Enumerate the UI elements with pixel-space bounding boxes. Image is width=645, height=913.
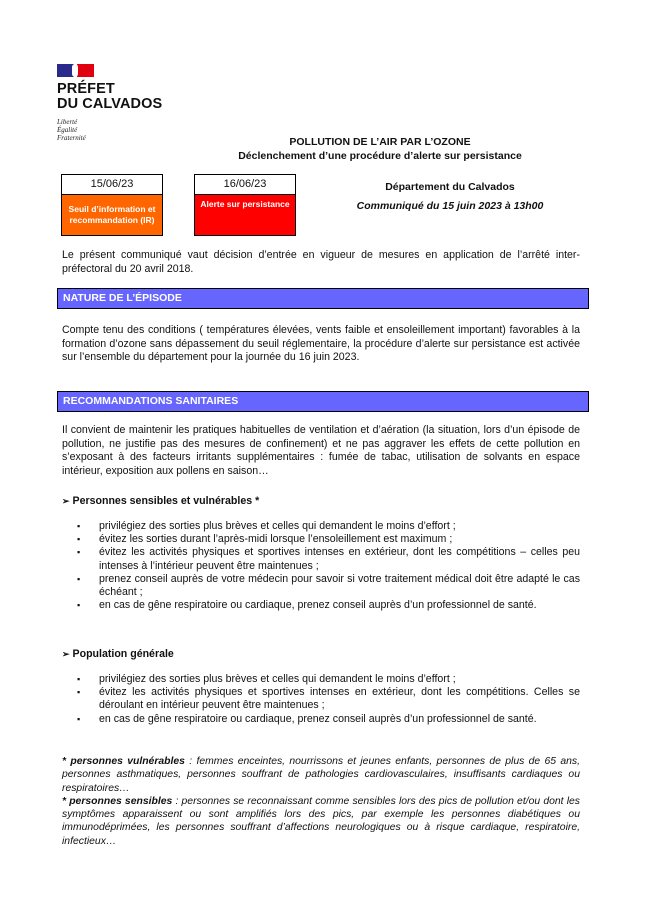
status-level: Alerte sur persistance	[195, 195, 295, 235]
subheading-general-population: ➢ Population générale	[62, 648, 174, 660]
prefecture-logo	[57, 64, 162, 142]
nature-paragraph: Compte tenu des conditions ( températures élevées, vents faible et ensoleillement important) favorables à la formation d’ozone sans dépassement du seuil réglementaire, la procédure d’alerte sur persistance est activée sur l’ensemble du département pour la journée du 16 juin 2023.	[62, 324, 580, 363]
intro-paragraph: Le présent communiqué vaut décision d’entrée en vigueur de mesures en application de l’arrêté inter-préfectoral du 20 avril 2018.	[62, 249, 580, 275]
bullet-icon: ▪	[77, 534, 81, 545]
section-heading-nature: NATURE DE L’ÉPISODE	[57, 288, 589, 309]
bullet-icon: ▪	[77, 600, 81, 611]
status-box-day2	[194, 174, 296, 236]
republic-motto: Liberté Égalité Fraternité	[57, 118, 86, 142]
footnote-vulnerable: * personnes vulnérables : femmes enceintes, nourrissons et jeunes enfants, personnes de plus de 65 ans, personnes asthmatiques, personnes souffrant de pathologies cardiovasculaires, insuffisants cardiaques ou respiratoires…	[62, 756, 580, 794]
list-item: ▪ en cas de gêne respiratoire ou cardiaque, prenez conseil auprès d’un professionnel de santé.	[77, 712, 537, 725]
arrow-icon: ➢	[62, 649, 70, 659]
list-item: ▪ évitez les sorties durant l’après-midi lorsque l’ensoleillement est maximum ;	[77, 533, 453, 546]
communique-date: Communiqué du 15 juin 2023 à 13h00	[356, 200, 544, 212]
bullet-icon: ▪	[77, 713, 81, 724]
general-population-list	[75, 673, 580, 726]
document-title	[200, 135, 560, 163]
status-date: 16/06/23	[195, 175, 295, 195]
status-box-day1	[61, 174, 163, 236]
list-item: ▪ prenez conseil auprès de votre médecin pour savoir si votre traitement médical doit être adapté le cas échéant ;	[77, 572, 580, 599]
list-item: ▪ évitez les activités physiques et sportives intenses en extérieur, dont les compétitions. Celles se déroulant en intérieur peuvent être maintenues ;	[77, 686, 580, 712]
list-item: ▪ en cas de gêne respiratoire ou cardiaque, prenez conseil auprès d’un professionnel de santé.	[77, 599, 537, 612]
list-item: ▪ évitez les activités physiques et sportives intenses en extérieur, dont les compétitions – celles peu intenses à l’intérieur peuvent être maintenues ;	[77, 546, 580, 572]
section-heading-recommandations: RECOMMANDATIONS SANITAIRES	[57, 391, 589, 412]
prefecture-name: PRÉFET DU CALVADOS	[57, 81, 163, 112]
department-info	[320, 178, 580, 216]
bullet-icon: ▪	[77, 687, 81, 698]
bullet-icon: ▪	[77, 547, 81, 558]
arrow-icon: ➢	[62, 496, 70, 506]
bullet-icon: ▪	[77, 521, 81, 531]
title: POLLUTION DE L’AIR PAR L’OZONE	[289, 136, 471, 148]
footnotes	[62, 755, 580, 848]
recommandations-paragraph: Il convient de maintenir les pratiques habituelles de ventilation et d’aération (la situation, lors d’un épisode de pollution, ne justifie pas des mesures de confinement) et ne pas aggraver les effets de cette pollution en s’exposant à des facteurs irritants supplémentaires : fumée de tabac, utilisation de solvants en espace intérieur, exposition aux pollens en saison…	[62, 424, 580, 477]
bullet-icon: ▪	[77, 573, 81, 584]
footnote-sensitive: * personnes sensibles : personnes se reconnaissant comme sensibles lors des pics de pollution et/ou dont les symptômes apparaissent ou sont amplifiés lors des pics, par exemple les personnes diabétiques ou immunodéprimées, les personnes souffrant d’affections neurologiques ou à risque cardiaque, respiratoire, infectieux…	[62, 795, 580, 847]
subtitle: Déclenchement d’une procédure d’alerte sur persistance	[238, 150, 522, 162]
status-level: Seuil d’information et recommandation (IR)	[62, 195, 162, 235]
list-item: ▪ privilégiez des sorties plus brèves et celles qui demandent le moins d’effort ;	[77, 520, 456, 532]
department-name: Département du Calvados	[385, 181, 515, 193]
sensitive-persons-list	[75, 520, 580, 612]
list-item: ▪ privilégiez des sorties plus brèves et celles qui demandent le moins d’effort ;	[77, 673, 456, 685]
french-flag-icon	[57, 64, 94, 77]
subheading-sensitive-persons: ➢ Personnes sensibles et vulnérables *	[62, 495, 260, 507]
bullet-icon: ▪	[77, 674, 81, 684]
status-date: 15/06/23	[62, 175, 162, 195]
